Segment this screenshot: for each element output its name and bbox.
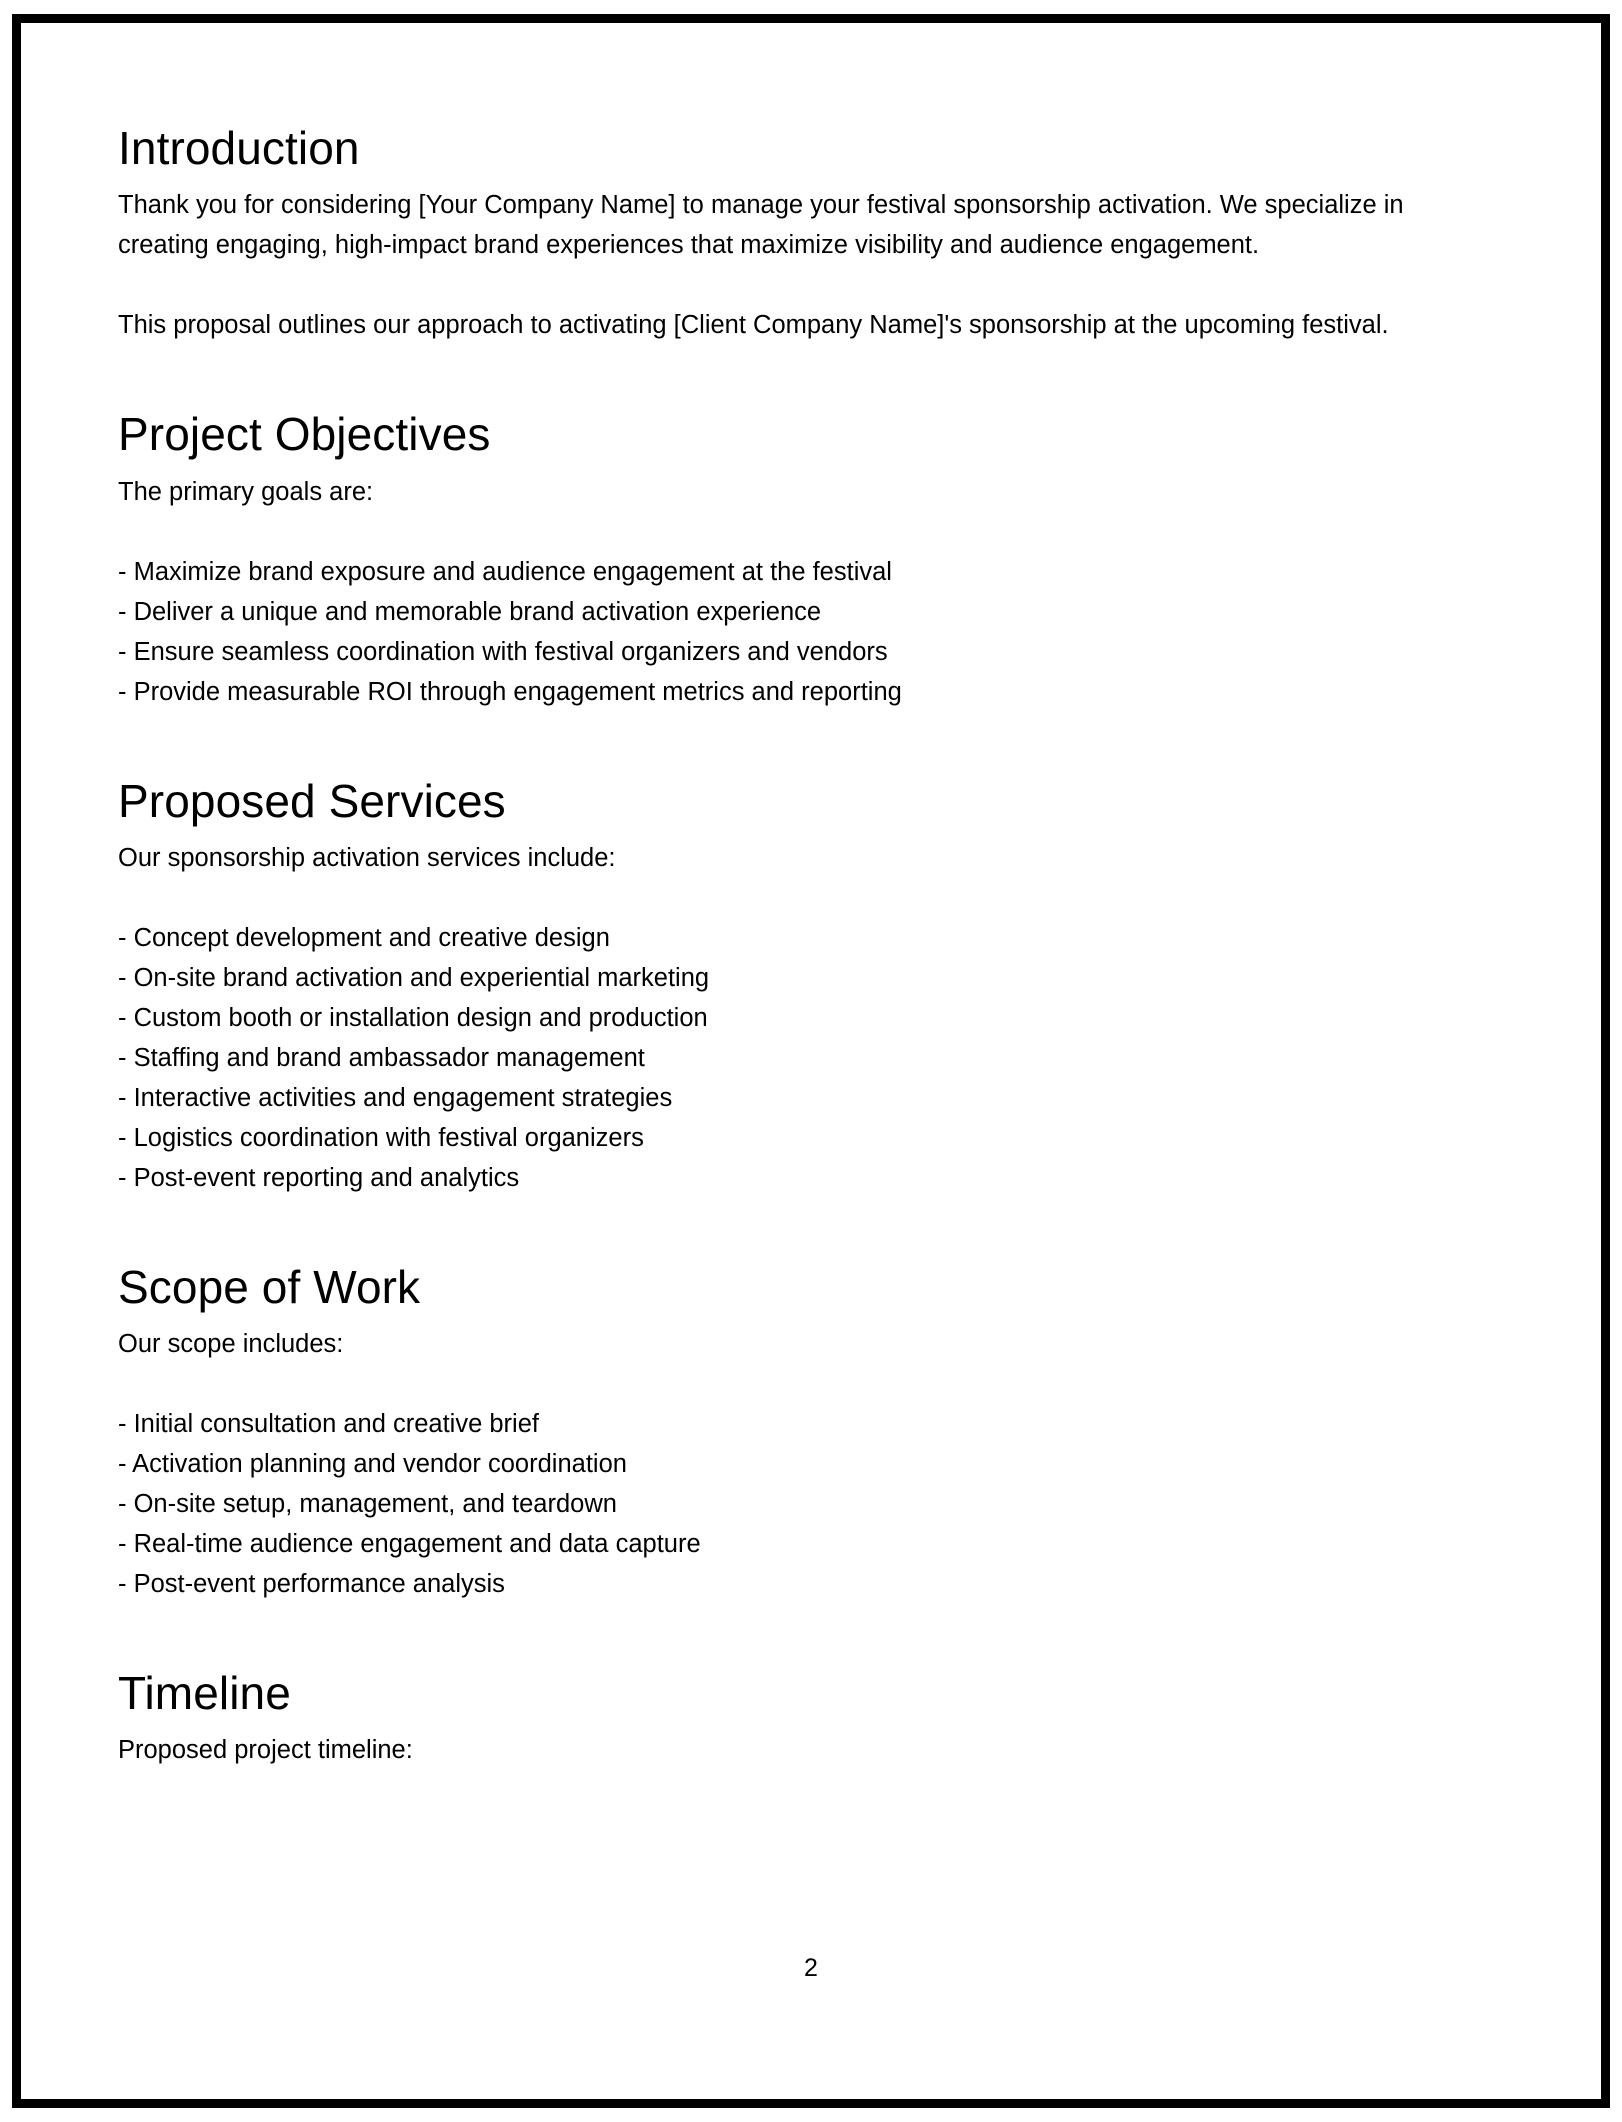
list-item: - Post-event reporting and analytics	[118, 1163, 520, 1192]
list-item: - Custom booth or installation design and production	[118, 1003, 708, 1032]
list-item: - Initial consultation and creative brief	[118, 1410, 539, 1439]
heading-proposed-services: Proposed Services	[118, 774, 506, 827]
list-item: - Ensure seamless coordination with festival organizers and vendors	[118, 637, 888, 666]
page-content-area	[21, 23, 1601, 2099]
list-item: - Activation planning and vendor coordination	[118, 1450, 627, 1479]
section-introduction	[118, 121, 1418, 345]
list-item: - Logistics coordination with festival organizers	[118, 1123, 644, 1152]
list-item: - Staffing and brand ambassador management	[118, 1043, 645, 1072]
section-project-objectives	[118, 407, 1418, 711]
paragraph-proposed-services-intro: Our sponsorship activation services include:	[118, 843, 616, 872]
list-project-objectives	[118, 552, 1418, 712]
heading-scope-of-work: Scope of Work	[118, 1260, 421, 1313]
list-item: - Provide measurable ROI through engagement metrics and reporting	[118, 677, 902, 706]
list-item: - Concept development and creative design	[118, 923, 610, 952]
paragraph-introduction-2: This proposal outlines our approach to activating [Client Company Name]'s sponsorship at the upcoming festival.	[118, 311, 1389, 340]
list-item: - Maximize brand exposure and audience engagement at the festival	[118, 557, 892, 586]
section-scope-of-work	[118, 1260, 1418, 1604]
list-scope-of-work	[118, 1404, 1418, 1604]
heading-timeline: Timeline	[118, 1667, 291, 1720]
list-proposed-services	[118, 918, 1418, 1198]
heading-introduction: Introduction	[118, 122, 360, 174]
section-timeline	[118, 1666, 1418, 1770]
paragraph-timeline-intro: Proposed project timeline:	[118, 1736, 413, 1765]
paragraph-project-objectives-intro: The primary goals are:	[118, 477, 374, 506]
page-border-frame	[12, 14, 1610, 2108]
paragraph-scope-of-work-intro: Our scope includes:	[118, 1330, 344, 1359]
list-item: - Interactive activities and engagement strategies	[118, 1083, 673, 1112]
list-item: - Real-time audience engagement and data capture	[118, 1530, 701, 1559]
list-item: - On-site setup, management, and teardown	[118, 1490, 617, 1519]
section-proposed-services	[118, 774, 1418, 1198]
list-item: - Post-event performance analysis	[118, 1570, 505, 1599]
list-item: - On-site brand activation and experiential marketing	[118, 963, 710, 992]
document-body	[118, 121, 1418, 1770]
list-item: - Deliver a unique and memorable brand activation experience	[118, 597, 822, 626]
page-number: 2	[804, 1954, 818, 1982]
heading-project-objectives: Project Objectives	[118, 408, 491, 461]
paragraph-introduction-1: Thank you for considering [Your Company Name] to manage your festival sponsorship activation. We specialize in creating engaging, high-impact brand experiences that maximize visibility and audience engagement.	[118, 191, 1404, 260]
